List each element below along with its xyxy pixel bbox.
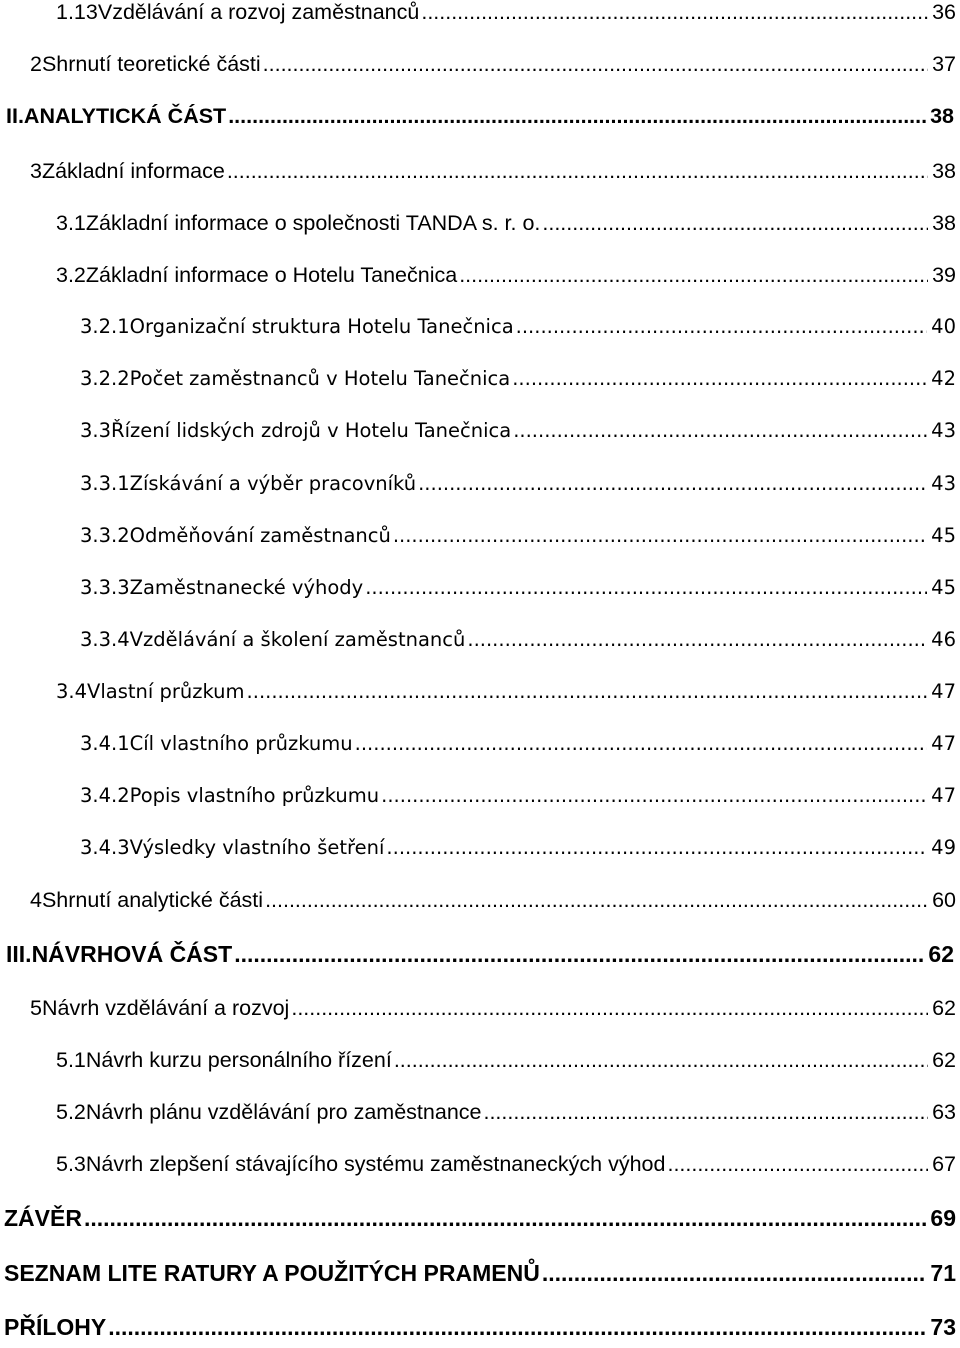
toc-entry-page: 63 [932, 1100, 956, 1124]
toc-entry[interactable] [0, 784, 960, 818]
toc-entry-number: 3.2.1 [80, 315, 130, 338]
toc-entry-number: 3.3.4 [80, 628, 130, 651]
toc-entry[interactable] [0, 367, 960, 401]
toc-entry-number: II. [6, 104, 24, 128]
toc-entry-number: 4 [30, 888, 42, 912]
toc-entry-title: Řízení lidských zdrojů v Hotelu Tanečnica [111, 419, 512, 442]
toc-entry-title: SEZNAM LITE RATURY A POUŽITÝCH PRAMENŮ [4, 1260, 540, 1286]
toc-entry-number: 3.3.1 [80, 472, 130, 495]
toc-entry[interactable] [0, 628, 960, 662]
toc-entry-title: NÁVRHOVÁ ČÁST [31, 941, 233, 967]
toc-leader-dots [512, 367, 927, 390]
toc-entry-page: 40 [931, 315, 956, 338]
toc-entry-title: Popis vlastního průzkumu [129, 784, 380, 807]
toc-entry[interactable] [0, 1100, 960, 1134]
toc-entry-title: Získávání a výběr pracovníků [129, 472, 417, 495]
toc-entry-title: Zaměstnanecké výhody [129, 576, 364, 599]
toc-entry[interactable] [0, 732, 960, 766]
toc-leader-dots [228, 104, 926, 129]
toc-entry[interactable] [0, 0, 960, 34]
toc-entry-title: Základní informace [41, 159, 225, 183]
toc-entry-number: 3.4.3 [80, 836, 130, 859]
toc-entry-title: Návrh plánu vzdělávání pro zaměstnance [85, 1100, 482, 1124]
toc-entry-page: 45 [931, 524, 956, 547]
toc-entry-number: 3.4 [56, 680, 88, 703]
toc-entry[interactable] [0, 1048, 960, 1082]
toc-entry-page: 38 [932, 159, 956, 183]
toc-entry-number: 1.13 [56, 0, 98, 24]
toc-entry-page: 60 [932, 888, 956, 912]
toc-leader-dots [516, 315, 928, 338]
toc-leader-dots [483, 1100, 928, 1125]
toc-entry-page: 73 [930, 1314, 956, 1340]
toc-entry[interactable] [0, 159, 960, 193]
toc-entry-title: Odměňování zaměstnanců [129, 524, 391, 547]
toc-entry-page: 38 [932, 211, 956, 235]
toc-leader-dots [84, 1205, 926, 1232]
toc-entry-number: 3.3 [80, 419, 112, 442]
toc-entry-page: 62 [928, 941, 954, 967]
toc-entry-number: 3.4.2 [80, 784, 130, 807]
toc-leader-dots [542, 1260, 927, 1287]
toc-entry-title: ZÁVĚR [4, 1205, 82, 1231]
toc-leader-dots [386, 836, 927, 859]
toc-entry-page: 69 [930, 1205, 956, 1231]
toc-entry-page: 47 [931, 784, 956, 807]
toc-entry-number: III. [6, 941, 32, 967]
toc-entry-title: Návrh kurzu personálního řízení [85, 1048, 392, 1072]
toc-leader-dots [365, 576, 927, 599]
toc-leader-dots [234, 941, 924, 968]
toc-entry-number: 3.2.2 [80, 367, 130, 390]
toc-entry[interactable] [0, 888, 960, 922]
toc-entry-page: 67 [932, 1152, 956, 1176]
toc-entry-number: 3.3.2 [80, 524, 130, 547]
toc-entry-number: 3.1 [56, 211, 86, 235]
toc-leader-dots [459, 263, 928, 288]
toc-entry-part[interactable] [0, 941, 960, 975]
toc-entry-part[interactable] [0, 104, 960, 138]
toc-entry-title: Shrnutí teoretické části [41, 52, 261, 76]
toc-entry-title: Shrnutí analytické části [41, 888, 264, 912]
toc-entry-number: 2 [30, 52, 42, 76]
toc-entry-bibliography[interactable] [0, 1260, 960, 1294]
toc-entry-title: Návrh zlepšení stávajícího systému zaměstnaneckých výhod [85, 1152, 666, 1176]
toc-entry-number: 3 [30, 159, 42, 183]
toc-entry-page: 62 [932, 1048, 956, 1072]
toc-leader-dots [227, 159, 928, 184]
toc-entry-title: Vzdělávání a školení zaměstnanců [129, 628, 466, 651]
toc-leader-dots [393, 524, 927, 547]
toc-entry-title: Organizační struktura Hotelu Tanečnica [129, 315, 514, 338]
toc-leader-dots [513, 419, 927, 442]
toc-entry[interactable] [0, 52, 960, 86]
toc-entry-number: 5.2 [56, 1100, 86, 1124]
toc-entry-number: 5 [30, 996, 42, 1020]
toc-entry-page: 47 [931, 680, 956, 703]
toc-entry-page: 49 [931, 836, 956, 859]
toc-entry-conclusion[interactable] [0, 1205, 960, 1239]
toc-entry-number: 3.4.1 [80, 732, 130, 755]
toc-entry-title: Základní informace o Hotelu Tanečnica [85, 263, 458, 287]
toc-leader-dots [667, 1152, 928, 1177]
toc-entry-number: 3.2 [56, 263, 86, 287]
toc-entry-number: 5.1 [56, 1048, 86, 1072]
toc-leader-dots [263, 52, 928, 77]
toc-entry-page: 39 [932, 263, 956, 287]
toc-leader-dots [394, 1048, 928, 1073]
toc-leader-dots [108, 1314, 926, 1341]
toc-entry[interactable] [0, 472, 960, 506]
toc-entry[interactable] [0, 1152, 960, 1186]
toc-entry[interactable] [0, 836, 960, 870]
toc-entry-page: 45 [931, 576, 956, 599]
toc-leader-dots [418, 472, 927, 495]
toc-entry-title: Vzdělávání a rozvoj zaměstnanců [97, 0, 420, 24]
toc-entry-appendices[interactable] [0, 1314, 960, 1348]
toc-entry[interactable] [0, 419, 960, 453]
toc-leader-dots [542, 211, 928, 236]
toc-entry-page: 37 [932, 52, 956, 76]
toc-entry-title: Počet zaměstnanců v Hotelu Tanečnica [129, 367, 511, 390]
toc-leader-dots [265, 888, 928, 913]
toc-leader-dots [247, 680, 928, 703]
toc-entry-page: 43 [931, 419, 956, 442]
toc-leader-dots [355, 732, 928, 755]
toc-entry-title: Cíl vlastního průzkumu [129, 732, 353, 755]
toc-entry-page: 71 [930, 1260, 956, 1286]
toc-leader-dots [421, 0, 928, 25]
toc-entry-title: Návrh vzdělávání a rozvoj [41, 996, 290, 1020]
toc-entry-number: 3.3.3 [80, 576, 130, 599]
toc-entry-page: 43 [931, 472, 956, 495]
toc-entry-page: 46 [931, 628, 956, 651]
toc-leader-dots [291, 996, 928, 1021]
toc-entry-title: PŘÍLOHY [4, 1314, 107, 1340]
toc-entry[interactable] [0, 524, 960, 558]
toc-leader-dots [467, 628, 927, 651]
toc-entry-page: 62 [932, 996, 956, 1020]
toc-entry-title: ANALYTICKÁ ČÁST [23, 104, 227, 128]
toc-entry[interactable] [0, 211, 960, 245]
toc-entry-page: 36 [932, 0, 956, 24]
toc-entry-page: 38 [930, 104, 954, 128]
toc-entry-title: Výsledky vlastního šetření [129, 836, 385, 859]
toc-entry-page: 47 [931, 732, 956, 755]
toc-entry-number: 5.3 [56, 1152, 86, 1176]
toc-entry[interactable] [0, 996, 960, 1030]
toc-entry[interactable] [0, 263, 960, 297]
toc-entry[interactable] [0, 576, 960, 610]
toc-entry[interactable] [0, 680, 960, 714]
toc-leader-dots [381, 784, 927, 807]
toc-entry-page: 42 [931, 367, 956, 390]
toc-entry[interactable] [0, 315, 960, 349]
toc-entry-title: Základní informace o společnosti TANDA s. r. o. [85, 211, 541, 235]
toc-entry-title: Vlastní průzkum [87, 680, 245, 703]
